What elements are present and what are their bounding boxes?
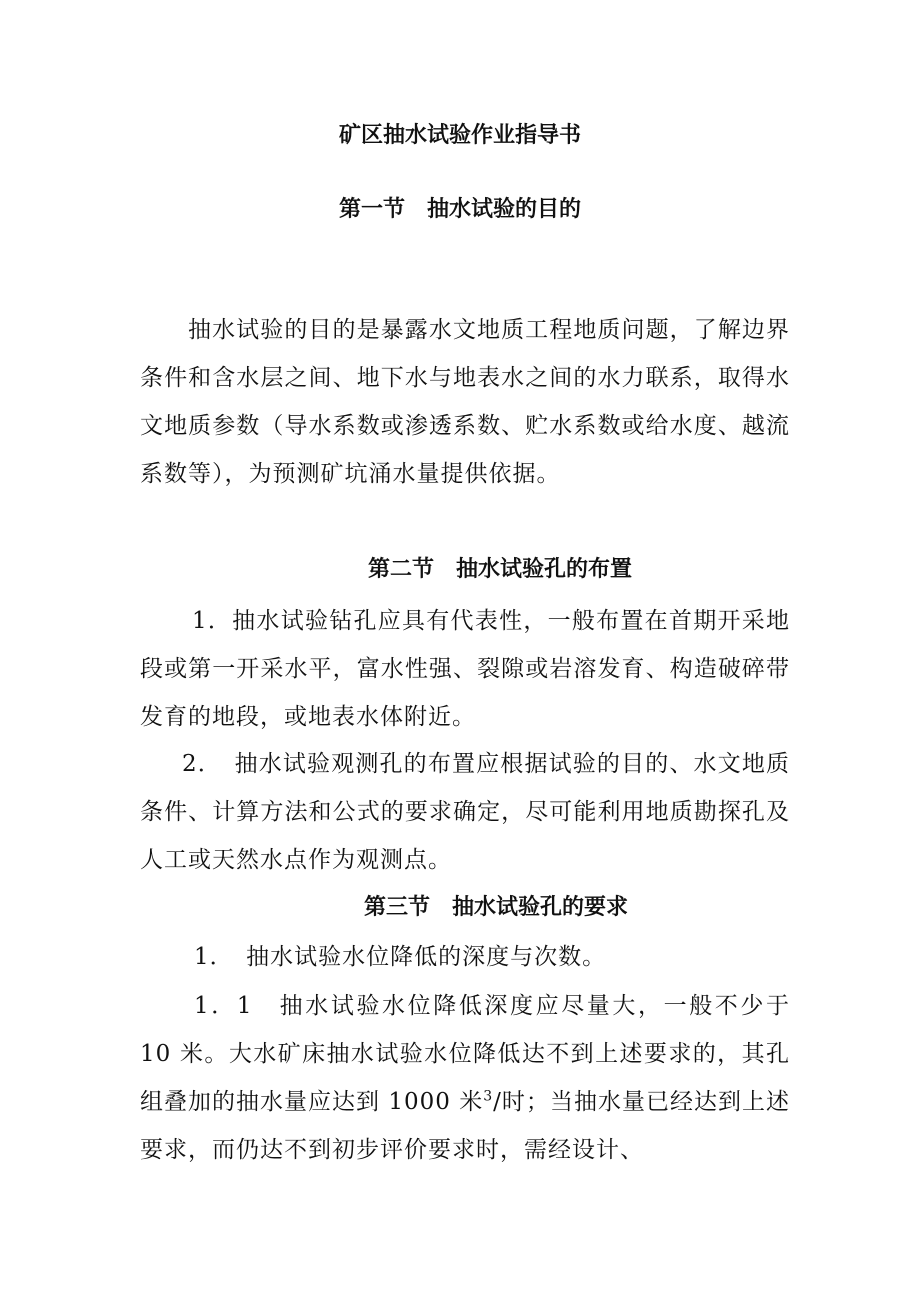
paragraph-text-before-superscript: 1．1 抽水试验水位降低深度应尽量大，一般不少于 10 米。大水矿床抽水试验水位降低达不到上述要求的，其孔组叠加的抽水量应达到 1000 米 [140, 993, 799, 1115]
section-heading-1: 第一节 抽水试验的目的 [338, 197, 581, 222]
cubic-superscript: 3 [483, 1088, 494, 1105]
document-title: 矿区抽水试验作业指导书 [338, 123, 581, 148]
paragraph-text-after-superscript: /时；当抽水量已经达到上述要求，而仍达不到初步评价要求时，需经设计、 [140, 1089, 791, 1163]
section-3-paragraph-1: 1． 抽水试验水位降低的深度与次数。 [194, 944, 607, 970]
section-2-paragraph-2: 2． 抽水试验观测孔的布置应根据试验的目的、水文地质条件、计算方法和公式的要求确定，尽可能利用地质勘探孔及人工或天然水点作为观测点。 [140, 751, 790, 873]
section-2-paragraph-1: 1．抽水试验钻孔应具有代表性，一般布置在首期开采地段或第一开采水平，富水性强、裂隙或岩溶发育、构造破碎带发育的地段，或地表水体附近。 [140, 608, 790, 730]
section-1-paragraph-1: 抽水试验的目的是暴露水文地质工程地质问题，了解边界条件和含水层之间、地下水与地表水之间的水力联系，取得水文地质参数（导水系数或渗透系数、贮水系数或给水度、越流系数等），为预测矿坑涌水量提供依据。 [140, 317, 790, 487]
section-heading-3: 第三节 抽水试验孔的要求 [363, 895, 628, 920]
section-3-paragraph-2 [140, 982, 799, 1174]
section-heading-2: 第二节 抽水试验孔的布置 [367, 557, 632, 582]
